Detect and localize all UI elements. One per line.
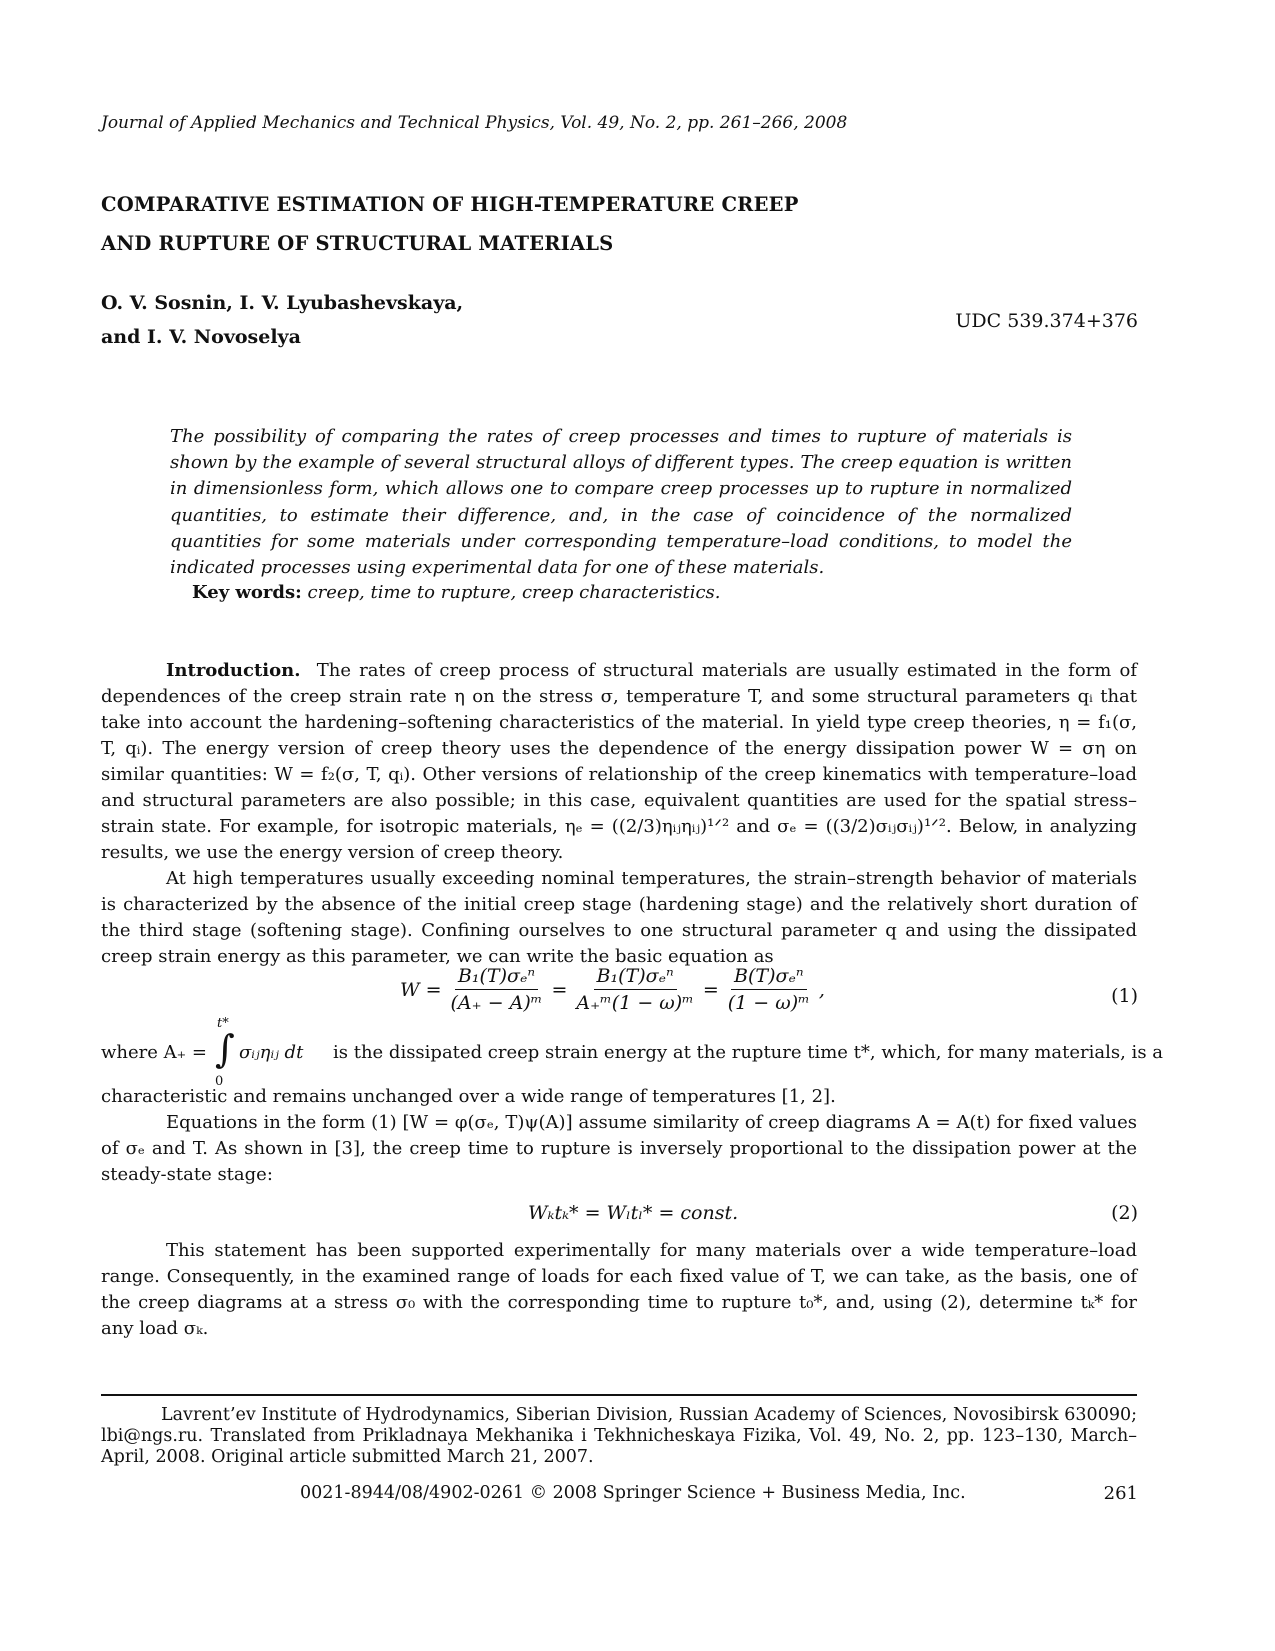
authors-line-1: O. V. Sosnin, I. V. Lyubashevskaya,: [101, 292, 464, 314]
body-continued: [101, 1084, 1137, 1188]
eq1-f2-den: A₊ᵐ(1 − ω)ᵐ: [576, 992, 694, 1014]
eq1-fraction-1: [448, 965, 546, 1014]
eq1-tail: ,: [818, 978, 825, 1001]
journal-citation: Journal of Applied Mechanics and Technical Physics, Vol. 49, No. 2, pp. 261–266, 2008: [101, 113, 848, 133]
integral-upper-limit: t*: [217, 1016, 229, 1031]
eq1-f2-num: B₁(T)σₑⁿ: [594, 965, 677, 990]
eq1-f1-num: B₁(T)σₑⁿ: [455, 965, 538, 990]
page-number: 261: [1103, 1483, 1138, 1504]
where-line: [101, 1016, 1164, 1089]
eq1-f3-den: (1 − ω)ᵐ: [727, 992, 810, 1014]
eq1-fraction-2: [573, 965, 696, 1014]
para3-text: characteristic and remains unchanged over a wide range of temperatures [1, 2].: [101, 1086, 836, 1107]
eq1-f3-num: B(T)σₑⁿ: [731, 965, 807, 990]
integral-sign: ∫: [215, 1027, 235, 1071]
keywords-label: Key words:: [192, 582, 302, 603]
affiliation-footnote: Lavrent’ev Institute of Hydrodynamics, Siberian Division, Russian Academy of Sciences, Novosibirsk 630090; lbi@ngs.ru. Translated from Prikladnaya Mekhanika i Tekhnicheskaya Fizika, Vol. 49, No. 2, pp. 123–130, March–April, 2008. Original article submitted March 21, 2007.: [101, 1405, 1137, 1467]
integrand: σᵢⱼηᵢⱼ dt: [239, 1042, 304, 1063]
integral-lower-limit: 0: [215, 1074, 224, 1089]
authors-line-2: and I. V. Novoselya: [101, 326, 301, 348]
footnote-rule: [101, 1394, 1137, 1396]
equation-2: Wₖtₖ* = Wₗtₗ* = const.: [528, 1202, 739, 1224]
equation-2-number: (2): [1111, 1202, 1138, 1224]
para4-text: Equations in the form (1) [W = φ(σₑ, T)ψ(A)] assume similarity of creep diagrams A = A(t) for fixed values of σₑ and T. As shown in [3], the creep time to rupture is inversely proportional to the dissipation power at the steady-state stage:: [101, 1112, 1137, 1185]
equation-1: [400, 965, 825, 1014]
eq1-equals-2: =: [702, 978, 719, 1001]
keywords-text: creep, time to rupture, creep characteristics.: [307, 582, 721, 603]
equation-1-number: (1): [1111, 985, 1138, 1007]
para2-text: At high temperatures usually exceeding nominal temperatures, the strain–strength behavior of materials is characterized by the absence of the initial creep stage (hardening stage) and the relatively short duration of the third stage (softening stage). Confining ourselves to one structural parameter q and using the dissipated creep strain energy as this parameter, we can write the basic equation as: [101, 868, 1137, 967]
copyright-line: 0021-8944/08/4902-0261 © 2008 Springer Science + Business Media, Inc.: [300, 1483, 966, 1503]
eq1-f1-den: (A₊ − A)ᵐ: [450, 992, 543, 1014]
keywords: [192, 582, 721, 603]
article-title-line-2: AND RUPTURE OF STRUCTURAL MATERIALS: [101, 232, 614, 255]
eq1-equals-1: =: [551, 978, 568, 1001]
eq1-fraction-3: [725, 965, 813, 1014]
abstract: The possibility of comparing the rates of creep processes and times to rupture of materials is shown by the example of several structural alloys of different types. The creep equation is written in dimensionless form, which allows one to compare creep processes up to rupture in normalized quantities, to estimate their difference, and, in the case of coincidence of the normalized quantities for some materials under corresponding temperature–load conditions, to model the indicated processes using experimental data for one of these materials.: [170, 426, 1072, 579]
where-text: is the dissipated creep strain energy at the rupture time t*, which, for many materials, is a: [333, 1042, 1164, 1063]
intro-heading: Introduction.: [166, 660, 301, 681]
para1-text: The rates of creep process of structural materials are usually estimated in the form of dependences of the creep strain rate η on the stress σ, temperature T, and some structural parameters qᵢ that take into account the hardening–softening characteristics of the material. In yield type creep theories, η = f₁(σ, T, qᵢ). The energy version of creep theory uses the dependence of the energy dissipation power W = ση on similar quantities: W = f₂(σ, T, qᵢ). Other versions of relationship of the creep kinematics with temperature–load and structural parameters are also possible; in this case, equivalent quantities are used for the spatial stress–strain state. For example, for isotropic materials, ηₑ = ((2/3)ηᵢⱼηᵢⱼ)¹ᐟ² and σₑ = ((3/2)σᵢⱼσᵢⱼ)¹ᐟ². Below, in analyzing results, we use the energy version of creep theory.: [101, 660, 1137, 863]
where-prefix: where A₊ =: [101, 1042, 207, 1063]
para5-text: This statement has been supported experimentally for many materials over a wide temperature–load range. Consequently, in the examined range of loads for each fixed value of T, we can take, as the basis, one of the creep diagrams at a stress σ₀ with the corresponding time to rupture t₀*, and, using (2), determine tₖ* for any load σₖ.: [101, 1240, 1137, 1339]
udc-code: UDC 539.374+376: [955, 310, 1138, 332]
eq1-lhs: W =: [400, 978, 442, 1001]
intro-paragraph: [101, 658, 1137, 970]
article-title-line-1: COMPARATIVE ESTIMATION OF HIGH-TEMPERATURE CREEP: [101, 193, 799, 216]
